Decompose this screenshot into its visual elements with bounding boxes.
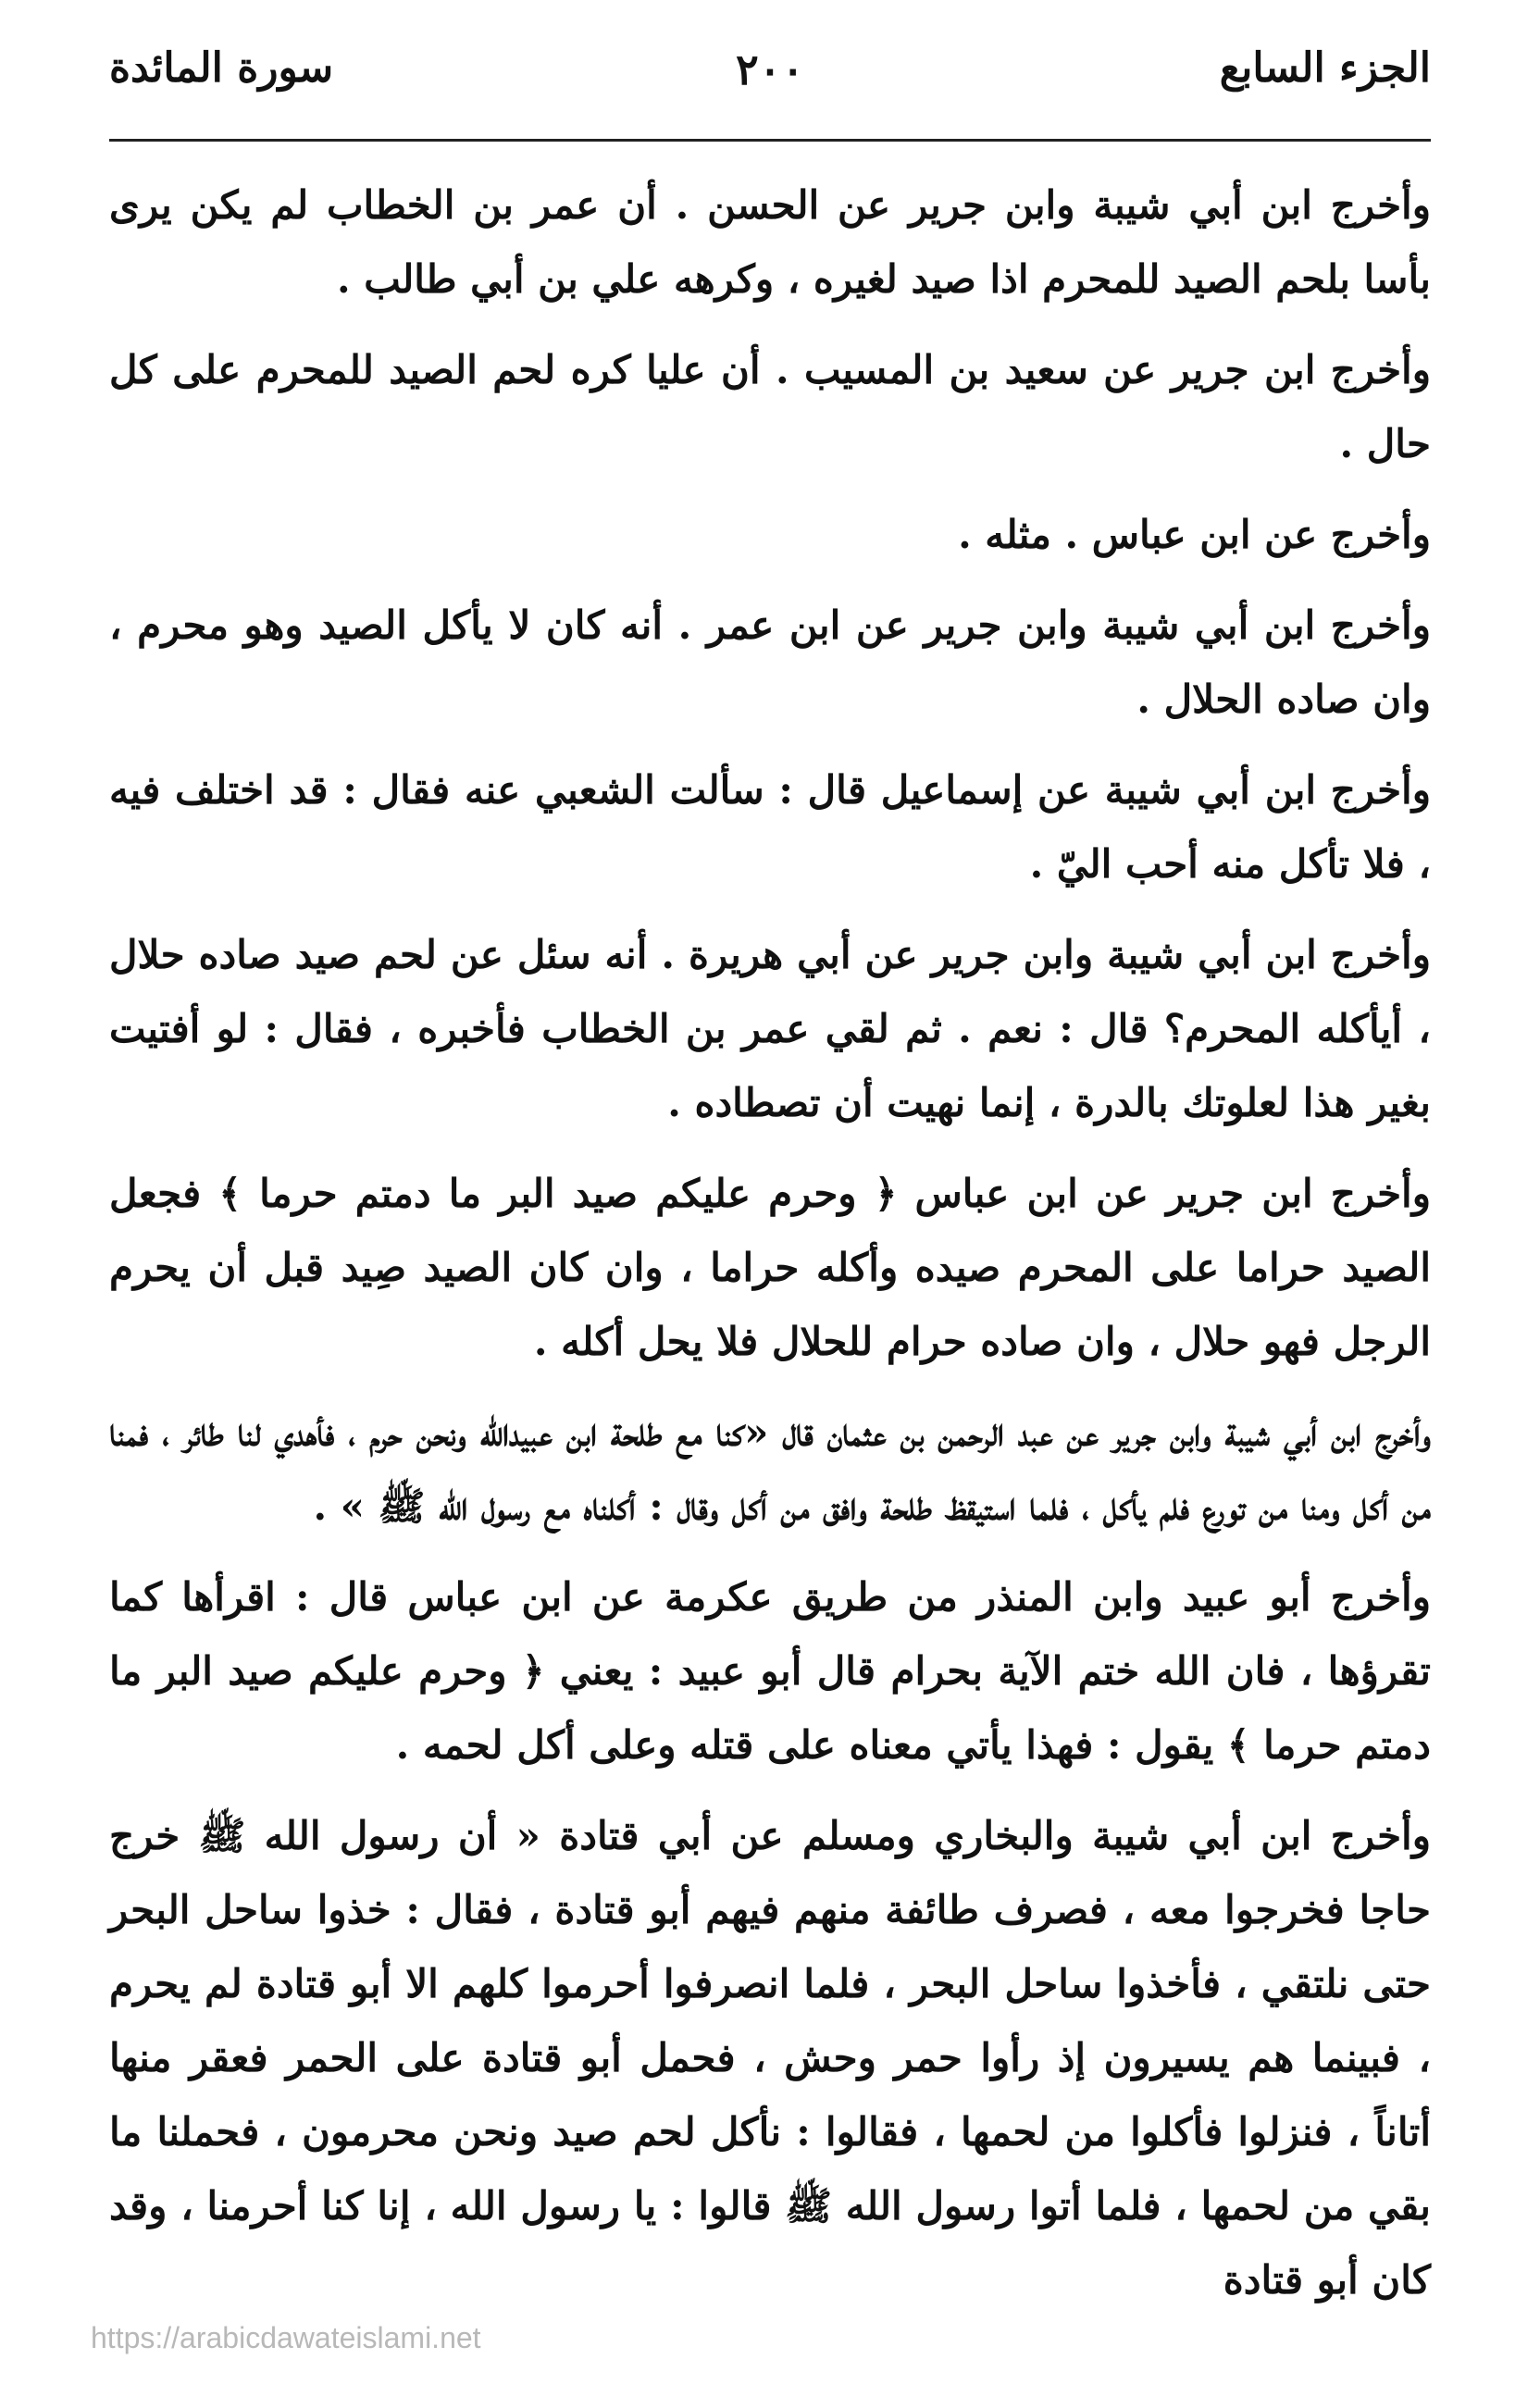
- watermark-url: https://arabicdawateislami.net: [91, 2321, 481, 2354]
- paragraph: وأخرج ابن أبي شيبة وابن جرير عن أبي هريرة . أنه سئل عن لحم صيد صاده حلال ، أيأكله المحرم؟ قال : نعم . ثم لقي عمر بن الخطاب فأخبره ، فقال : لو أفتيت بغير هذا لعلوتك بالدرة ، إنما نهيت أن تصطاده .: [109, 932, 1431, 1125]
- paragraph: وأخرج ابن أبي شيبة وابن جرير عن عبد الرحمن بن عثمان قال «كنا مع طلحة ابن عبيدالله ونحن حرم ، فأهدي لنا طائر ، فمنا من أكل ومنا من تورع فلم يأكل ، فلما استيقظ طلحة وافق من أكل وقال : أكلناه مع رسول الله ﷺ » .: [109, 1409, 1431, 1529]
- page-body: [109, 168, 1431, 2334]
- surah-title: سورة المائدة: [109, 44, 334, 92]
- paragraph: وأخرج ابن أبي شيبة والبخاري ومسلم عن أبي قتادة « أن رسول الله ﷺ خرج حاجا فخرجوا معه ، فصرف طائفة منهم فيهم أبو قتادة ، فقال : خذوا ساحل البحر حتى نلتقي ، فأخذوا ساحل البحر ، فلما انصرفوا أحرموا كلهم الا أبو قتادة لم يحرم ، فبينما هم يسيرون إذ رأوا حمر وحش ، فحمل أبو قتادة على الحمر فعقر منها أتاناً ، فنزلوا فأكلوا من لحمها ، فقالوا : نأكل لحم صيد ونحن محرمون ، فحملنا ما بقي من لحمها ، فلما أتوا رسول الله ﷺ قالوا : يا رسول الله ، إنا كنا أحرمنا ، وقد كان أبو قتادة: [109, 1813, 1431, 2303]
- page-number: ٢٠٠: [735, 44, 805, 94]
- part-title: الجزء السابع: [1219, 44, 1431, 92]
- paragraph: وأخرج ابن جرير عن سعيد بن المسيب . أن عليا كره لحم الصيد للمحرم على كل حال .: [109, 347, 1431, 466]
- page-header: [109, 44, 1431, 109]
- paragraph: وأخرج ابن أبي شيبة وابن جرير عن ابن عمر . أنه كان لا يأكل الصيد وهو محرم ، وان صاده الحلال .: [109, 602, 1431, 722]
- paragraph: وأخرج ابن أبي شيبة عن إسماعيل قال : سألت الشعبي عنه فقال : قد اختلف فيه ، فلا تأكل منه أحب اليّ .: [109, 767, 1431, 887]
- paragraph: وأخرج ابن جرير عن ابن عباس ﴿ وحرم عليكم صيد البر ما دمتم حرما ﴾ فجعل الصيد حراما على المحرم صيده وأكله حراما ، وان كان الصيد صِيد قبل أن يحرم الرجل فهو حلال ، وان صاده حرام للحلال فلا يحل أكله .: [109, 1171, 1431, 1364]
- header-divider: [109, 139, 1431, 142]
- paragraph: وأخرج أبو عبيد وابن المنذر من طريق عكرمة عن ابن عباس قال : اقرأها كما تقرؤها ، فان الله ختم الآية بحرام قال أبو عبيد : يعني ﴿ وحرم عليكم صيد البر ما دمتم حرما ﴾ يقول : فهذا يأتي معناه على قتله وعلى أكل لحمه .: [109, 1574, 1431, 1768]
- paragraph: وأخرج عن ابن عباس . مثله .: [958, 512, 1431, 557]
- paragraph: وأخرج ابن أبي شيبة وابن جرير عن الحسن . أن عمر بن الخطاب لم يكن يرى بأسا بلحم الصيد للمحرم اذا صيد لغيره ، وكرهه علي بن أبي طالب .: [109, 182, 1431, 302]
